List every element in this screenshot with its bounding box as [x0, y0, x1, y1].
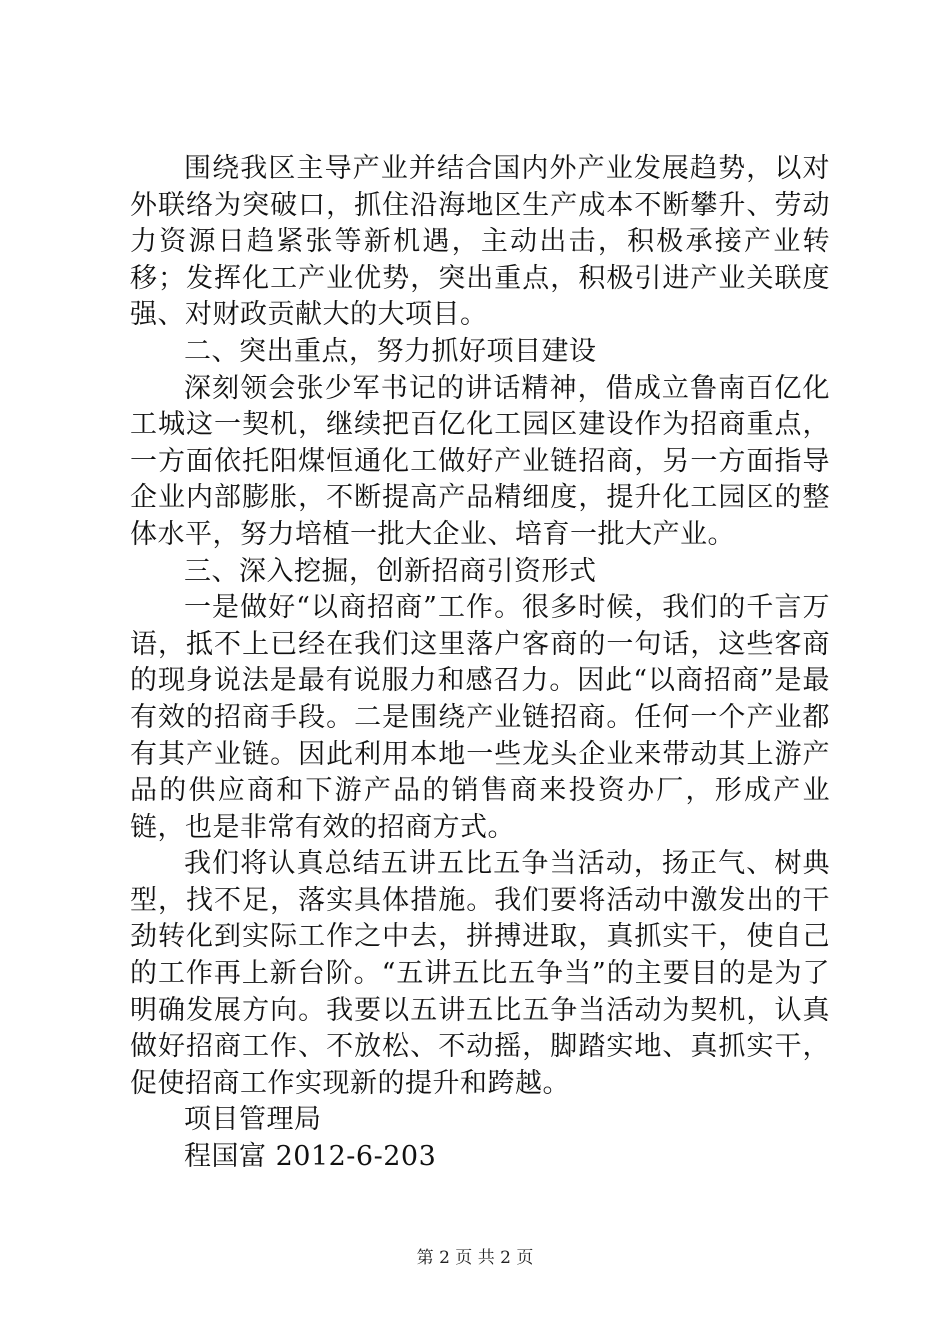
paragraph-section-2: 深刻领会张少军书记的讲话精神，借成立鲁南百亿化工城这一契机，继续把百亿化工园区建设作为招商重点，一方面依托阳煤恒通化工做好产业链招商，另一方面指导企业内部膨胀，不断提高产品精细度，提升化工园区的整体水平，努力培植一批大企业、培育一批大产业。	[130, 372, 830, 550]
section-heading-3: 三、深入挖掘，创新招商引资形式	[184, 555, 597, 587]
paragraph-section-3: 一是做好“以商招商”工作。很多时候，我们的千言万语，抵不上已经在我们这里落户客商的一句话，这些客商的现身说法是最有说服力和感召力。因此“以商招商”是最有效的招商手段。二是围绕产业链招商。任何一个产业都有其产业链。因此利用本地一些龙头企业来带动其上游产品的供应商和下游产品的销售商来投资办厂，形成产业链，也是非常有效的招商方式。	[130, 592, 830, 843]
document-body	[130, 151, 830, 1176]
page-footer: 第 2 页 共 2 页	[416, 1248, 534, 1268]
paragraph-intro: 围绕我区主导产业并结合国内外产业发展趋势，以对外联络为突破口，抓住沿海地区生产成本不断攀升、劳动力资源日趋紧张等新机遇，主动出击，积极承接产业转移；发挥化工产业优势，突出重点，积极引进产业关联度强、对财政贡献大的大项目。	[130, 153, 830, 331]
signature-organization: 项目管理局	[184, 1104, 322, 1136]
section-heading-2: 二、突出重点，努力抓好项目建设	[184, 335, 597, 367]
signature-name-date: 程国富 2012-6-203	[184, 1141, 437, 1173]
paragraph-conclusion: 我们将认真总结五讲五比五争当活动，扬正气、树典型，找不足，落实具体措施。我们要将活动中激发出的干劲转化到实际工作之中去，拼搏进取，真抓实干，使自己的工作再上新台阶。“五讲五比五争当”的主要目的是为了明确发展方向。我要以五讲五比五争当活动为契机，认真做好招商工作、不放松、不动摇，脚踏实地、真抓实干，促使招商工作实现新的提升和跨越。	[130, 848, 830, 1099]
